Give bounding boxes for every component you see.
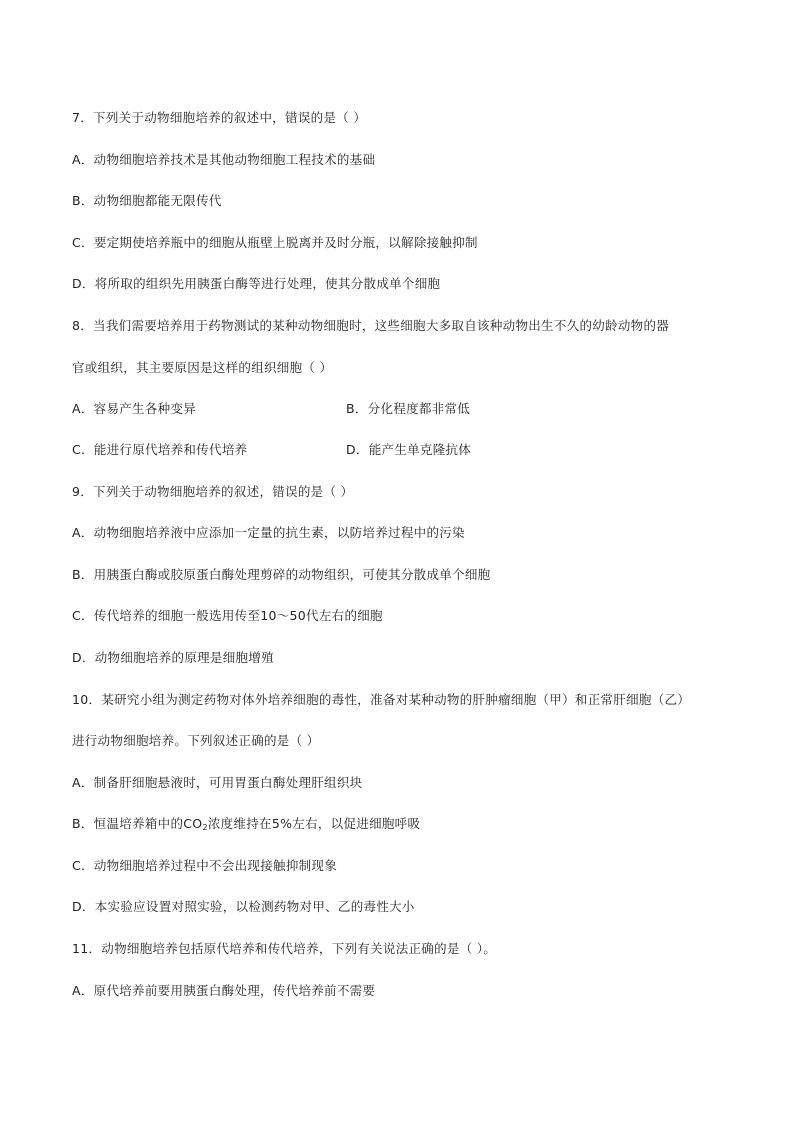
question-8-option-b: B．分化程度都非常低 <box>346 401 471 416</box>
question-8-option-d: D．能产生单克隆抗体 <box>346 442 472 457</box>
question-8-option-a: A．容易产生各种变异 <box>72 401 197 416</box>
question-7-stem: 7．下列关于动物细胞培养的叙述中，错误的是（ ） <box>72 110 367 125</box>
question-10-option-b-text: B．恒温培养箱中的CO <box>72 816 203 831</box>
question-7-option-d: D．将所取的组织先用胰蛋白酶等进行处理，使其分散成单个细胞 <box>72 276 441 291</box>
question-7-option-c: C．要定期使培养瓶中的细胞从瓶壁上脱离并及时分瓶，以解除接触抑制 <box>72 235 478 250</box>
question-9-option-c: C．传代培养的细胞一般选用传至10～50代左右的细胞 <box>72 608 383 623</box>
question-10-option-c: C．动物细胞培养过程中不会出现接触抑制现象 <box>72 858 338 873</box>
question-7-option-a: A．动物细胞培养技术是其他动物细胞工程技术的基础 <box>72 152 376 167</box>
question-10-option-a: A．制备肝细胞悬液时，可用胃蛋白酶处理肝组织块 <box>72 775 363 790</box>
co2-subscript: 2 <box>202 823 208 832</box>
question-7-option-b: B．动物细胞都能无限传代 <box>72 193 222 208</box>
question-8-stem-line-2: 官或组织，其主要原因是这样的组织细胞（ ） <box>72 360 333 375</box>
question-10-stem-line-2: 进行动物细胞培养。下列叙述正确的是（ ） <box>72 733 320 748</box>
question-10-option-d: D．本实验应设置对照实验，以检测药物对甲、乙的毒性大小 <box>72 899 415 914</box>
question-11-stem: 11．动物细胞培养包括原代培养和传代培养，下列有关说法正确的是（ ）。 <box>72 941 497 956</box>
question-8-option-c: C．能进行原代培养和传代培养 <box>72 442 248 457</box>
question-9-stem: 9．下列关于动物细胞培养的叙述，错误的是（ ） <box>72 484 354 499</box>
question-9-option-b: B．用胰蛋白酶或胶原蛋白酶处理剪碎的动物组织，可使其分散成单个细胞 <box>72 567 491 582</box>
question-9-option-d: D．动物细胞培养的原理是细胞增殖 <box>72 650 274 665</box>
question-11-option-a: A．原代培养前要用胰蛋白酶处理，传代培养前不需要 <box>72 983 376 998</box>
question-8-stem-line-1: 8．当我们需要培养用于药物测试的某种动物细胞时，这些细胞大多取自该种动物出生不久的幼龄动物的器 <box>72 318 670 333</box>
question-10-option-b-text-rest: 浓度维持在5%左右，以促进细胞呼吸 <box>207 816 421 831</box>
question-10-stem-line-1: 10．某研究小组为测定药物对体外培养细胞的毒性，准备对某种动物的肝肿瘤细胞（甲）和正常肝细胞（乙） <box>72 692 691 707</box>
question-10-option-b <box>72 816 420 832</box>
question-9-option-a: A．动物细胞培养液中应添加一定量的抗生素，以防培养过程中的污染 <box>72 525 465 540</box>
